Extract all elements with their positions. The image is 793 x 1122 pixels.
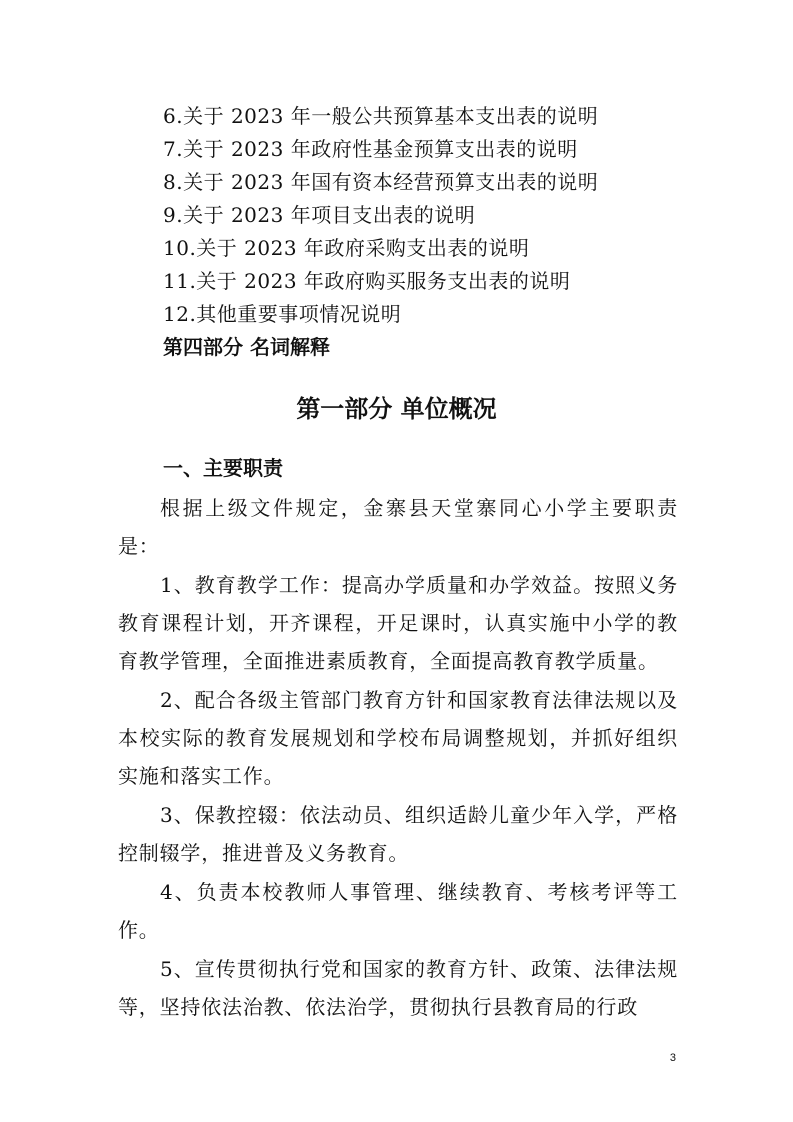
paragraph: 1、教育教学工作：提高办学质量和办学效益。按照义务教育课程计划，开齐课程，开足课时，认真实施中小学的教育教学管理，全面推进素质教育，全面提高教育教学质量。 <box>118 573 678 673</box>
paragraph: 5、宣传贯彻执行党和国家的教育方针、政策、法律法规等，坚持依法治教、依法治学，贯彻执行县教育局的行政 <box>118 957 678 1019</box>
toc-item: 7.关于 2023 年政府性基金预算支出表的说明 <box>163 137 578 161</box>
paragraph: 3、保教控辍：依法动员、组织适龄儿童少年入学，严格控制辍学，推进普及义务教育。 <box>118 803 678 865</box>
toc-item: 6.关于 2023 年一般公共预算基本支出表的说明 <box>163 104 599 128</box>
toc-item: 8.关于 2023 年国有资本经营预算支出表的说明 <box>163 170 599 194</box>
toc-item: 10.关于 2023 年政府采购支出表的说明 <box>163 236 530 260</box>
table-of-contents <box>163 100 723 364</box>
page-number: 3 <box>669 1052 676 1064</box>
toc-item: 9.关于 2023 年项目支出表的说明 <box>163 203 476 227</box>
section-heading: 一、主要职责 <box>163 456 283 480</box>
toc-item: 12.其他重要事项情况说明 <box>163 302 402 326</box>
part-one-title: 第一部分 单位概况 <box>296 395 497 423</box>
body-text <box>118 489 678 1027</box>
paragraph: 根据上级文件规定，金寨县天堂寨同心小学主要职责是： <box>118 496 678 558</box>
toc-part-four: 第四部分 名词解释 <box>163 335 330 359</box>
toc-item: 11.关于 2023 年政府购买服务支出表的说明 <box>163 269 571 293</box>
paragraph: 2、配合各级主管部门教育方针和国家教育法律法规以及本校实际的教育发展规划和学校布局调整规划，并抓好组织实施和落实工作。 <box>118 688 678 788</box>
paragraph: 4、负责本校教师人事管理、继续教育、考核考评等工作。 <box>118 880 678 942</box>
